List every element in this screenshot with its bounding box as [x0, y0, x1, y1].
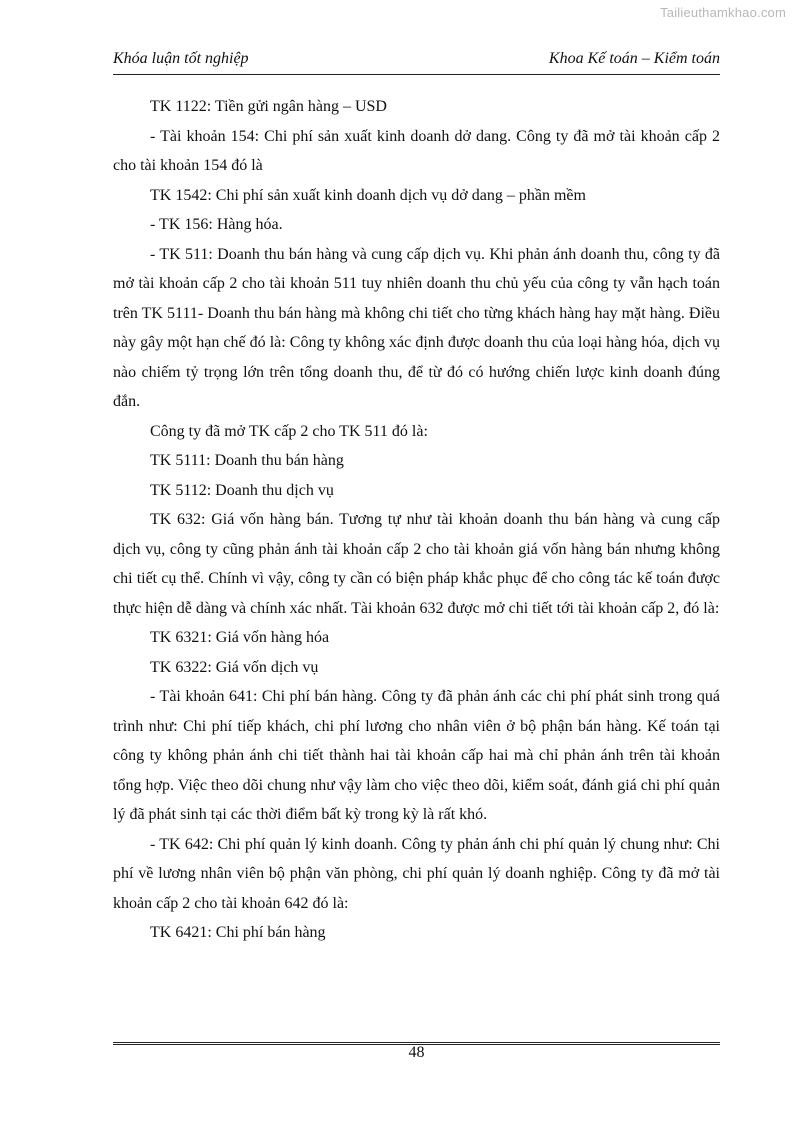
- paragraph: - Tài khoản 154: Chi phí sản xuất kinh doanh dở dang. Công ty đã mở tài khoản cấp 2 cho tài khoản 154 đó là: [113, 127, 720, 174]
- paragraph: TK 6322: Giá vốn dịch vụ: [150, 658, 319, 676]
- paragraph: TK 5111: Doanh thu bán hàng: [150, 452, 344, 469]
- paragraph: TK 632: Giá vốn hàng bán. Tương tự như tài khoản doanh thu bán hàng và cung cấp dịch vụ, công ty cũng phản ánh tài khoản cấp 2 cho tài khoản giá vốn hàng bán nhưng không chi tiết cụ thể. Chính vì vậy, công ty cần có biện pháp khắc phục để cho công tác kế toán được thực hiện dễ dàng và chính xác nhất. Tài khoản 632 được mở chi tiết tới tài khoản cấp 2, đó là:: [113, 511, 720, 617]
- watermark-text: Tailieuthamkhao.com: [660, 5, 786, 20]
- page-number: 48: [408, 1044, 425, 1061]
- paragraph: TK 1542: Chi phí sản xuất kinh doanh dịch vụ dở dang – phần mềm: [150, 186, 586, 204]
- paragraph: TK 6421: Chi phí bán hàng: [150, 924, 326, 941]
- paragraph: Công ty đã mở TK cấp 2 cho TK 511 đó là:: [150, 422, 428, 440]
- document-body: [113, 92, 720, 948]
- paragraph: - Tài khoản 641: Chi phí bán hàng. Công ty đã phản ánh các chi phí phát sinh trong quá trình như: Chi phí tiếp khách, chi phí lương cho nhân viên ở bộ phận bán hàng. Kế toán tại công ty không phản ánh chi tiết thành hai tài khoản cấp hai mà chỉ phản ánh trên tài khoản tổng hợp. Việc theo dõi chung như vậy làm cho việc theo dõi, kiểm soát, đánh giá chi phí quản lý đã phát sinh tại các thời điểm bất kỳ trong kỳ là rất khó.: [113, 688, 720, 823]
- paragraph: TK 5112: Doanh thu dịch vụ: [150, 481, 334, 499]
- paragraph: - TK 156: Hàng hóa.: [150, 216, 283, 233]
- paragraph: - TK 642: Chi phí quản lý kinh doanh. Công ty phản ánh chi phí quản lý chung như: Chi phí về lương nhân viên bộ phận văn phòng, chi phí quản lý doanh nghiệp. Công ty đã mở tài khoản cấp 2 cho tài khoản 642 đó là:: [113, 835, 720, 912]
- header-department: Khoa Kế toán – Kiểm toán: [548, 50, 720, 67]
- paragraph: TK 1122: Tiền gửi ngân hàng – USD: [150, 98, 387, 115]
- paragraph: - TK 511: Doanh thu bán hàng và cung cấp dịch vụ. Khi phản ánh doanh thu, công ty đã mở tài khoản cấp 2 cho tài khoản 511 tuy nhiên doanh thu chủ yếu của công ty vẫn hạch toán trên TK 5111- Doanh thu bán hàng mà không chi tiết cho từng khách hàng hay mặt hàng. Điều này gây một hạn chế đó là: Công ty không xác định được doanh thu của loại hàng hóa, dịch vụ nào chiếm tỷ trọng lớn trên tổng doanh thu, để từ đó có hướng chiến lược kinh doanh đúng đắn.: [113, 245, 720, 410]
- header-thesis-title: Khóa luận tốt nghiệp: [113, 50, 249, 67]
- paragraph: TK 6321: Giá vốn hàng hóa: [150, 629, 330, 646]
- page-header: [113, 50, 720, 75]
